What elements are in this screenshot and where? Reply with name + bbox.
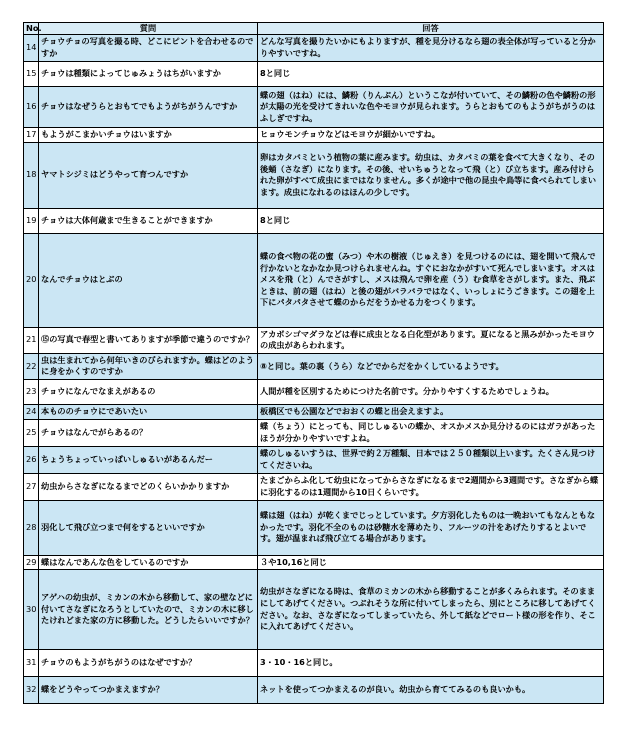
table-row (24, 677, 604, 704)
answer-cell: 8と同じ (258, 62, 604, 87)
row-number: 17 (24, 128, 39, 143)
row-number: 23 (24, 379, 39, 404)
question-cell: 蝶をどうやってつかまえますか？ (39, 677, 258, 704)
question-cell: 羽化して飛び立つまで何をするといいですか (39, 500, 258, 555)
table-row (24, 87, 604, 128)
row-number: 22 (24, 353, 39, 379)
question-cell: もようがこまかいチョウはいますか (39, 128, 258, 143)
table-row (24, 555, 604, 570)
header-row (24, 23, 604, 35)
answer-cell: アカボシゴマダラなどは春に成虫となる白化型があります。夏になると黒みがかったモヨウの成虫があらわれます。 (258, 327, 604, 353)
row-number: 19 (24, 208, 39, 233)
answer-cell: たまごからふ化して幼虫になってからさなぎになるまで2週間から3週間です。さなぎから蝶に羽化するのは1週間から10日くらいです。 (258, 473, 604, 500)
answer-cell: どんな写真を撮りたいかにもよりますが、種を見分けるなら翅の表全体が写っていると分かりやすいですね。 (258, 35, 604, 62)
row-number: 28 (24, 500, 39, 555)
question-cell: ⑮の写真で春型と書いてありますが季節で違うのですか？ (39, 327, 258, 353)
table-row (24, 62, 604, 87)
answer-cell: ネットを使ってつかまえるのが良い。幼虫から育ててみるのも良いかも。 (258, 677, 604, 704)
question-cell: チョウはなんでがらあるの？ (39, 419, 258, 446)
answer-cell: ３や10,16と同じ (258, 555, 604, 570)
answer-cell: 蝶は翅（はね）が乾くまでじっとしています。夕方羽化したものは一晩おいてもなんともなかったです。羽化不全のものは砂糖水を薄めたり、フルーツの汁をあげたりするとよいです。翅が温まれば飛び立てる場合があります。 (258, 500, 604, 555)
table-row (24, 650, 604, 677)
table-row (24, 379, 604, 404)
question-cell: アゲハの幼虫が、ミカンの木から移動して、家の壁などに付いてさなぎになろうとしていたので、ミカンの木に移したけれどまた家の方に移動した。どうしたらいいですか？ (39, 570, 258, 650)
row-number: 20 (24, 233, 39, 327)
header-answer: 回答 (258, 23, 604, 35)
row-number: 24 (24, 404, 39, 419)
table-row (24, 446, 604, 473)
question-cell: ちょうちょっていっぱいしゅるいがあるんだー (39, 446, 258, 473)
answer-cell: 卵はカタバミという植物の葉に産みます。幼虫は、カタバミの葉を食べて大きくなり、その後蛹（さなぎ）になります。その後、せいちゅうとなって飛（と）び立ちます。産み付けられた卵がすべて成虫にまではなりません。多くが途中で他の昆虫や鳥等に食べられてしまいます。成虫になれるのはほんの少しです。 (258, 142, 604, 208)
answer-cell: ヒョウモンチョウなどはモヨウが細かいですね。 (258, 128, 604, 143)
answer-cell: 板橋区でも公園などでおおくの蝶と出会えますよ。 (258, 404, 604, 419)
header-question: 質問 (39, 23, 258, 35)
table-row (24, 35, 604, 62)
answer-cell: ⑧と同じ。葉の裏（うら）などでからだをかくしているようです。 (258, 353, 604, 379)
question-cell: ヤマトシジミはどうやって育つんですか (39, 142, 258, 208)
table-row (24, 142, 604, 208)
question-cell: チョウになんでなまえがあるの (39, 379, 258, 404)
row-number: 30 (24, 570, 39, 650)
answer-cell: 蝶の食べ物の花の蜜（みつ）や木の樹液（じゅえき）を見つけるのには、翅を開いて飛んで行かないとなかなか見つけられませんね。すぐにおなかがすいて死んでしまいます。オスはメスを飛（と）んでさがすし、メスは飛んで卵を産（う）む食草をさがします。また、飛ぶときは、前の翅（はね）と後の翅がバラバラではなく、いっしょにうごきます。この翅を上下にパタパタさせて蝶のからだをうかせる力をつくります。 (258, 233, 604, 327)
row-number: 26 (24, 446, 39, 473)
question-cell: 虫は生まれてから何年いきのびられますか。蝶はどのように身をかくすのですか (39, 353, 258, 379)
answer-cell: 蝶の翅（はね）には、鱗粉（りんぷん）というこなが付いていて、その鱗粉の色や鱗粉の形が太陽の光を受けてきれいな色やモヨウが見られます。うらとおもてのもようがちがうのはふしぎですね。 (258, 87, 604, 128)
qa-sheet (23, 22, 603, 704)
row-number: 14 (24, 35, 39, 62)
question-cell: チョウはなぜうらとおもてでもようがちがうんですか (39, 87, 258, 128)
table-row (24, 473, 604, 500)
table-row (24, 208, 604, 233)
table-row (24, 419, 604, 446)
table-row (24, 233, 604, 327)
question-cell: チョウのもようがちがうのはなぜですか？ (39, 650, 258, 677)
row-number: 16 (24, 87, 39, 128)
question-cell: チョウチョの写真を撮る時、どこにピントを合わせるのですか (39, 35, 258, 62)
row-number: 27 (24, 473, 39, 500)
table-row (24, 404, 604, 419)
table-row (24, 327, 604, 353)
table-row (24, 353, 604, 379)
answer-cell: 幼虫がさなぎになる時は、食草のミカンの木から移動することが多くみられます。そのままにしてあげてください。つぶれそうな所に付いてしまったら、別にところに移してあげてください。なお、さなぎになってしまっていたら、外して紙などでロート様の形を作り、そこに入れてあげてください。 (258, 570, 604, 650)
answer-cell: 人間が種を区別するためにつけた名前です。分かりやすくするためでしょうね。 (258, 379, 604, 404)
row-number: 31 (24, 650, 39, 677)
answer-cell: 8と同じ (258, 208, 604, 233)
question-cell: 幼虫からさなぎになるまでどのくらいかかりますか (39, 473, 258, 500)
table-row (24, 570, 604, 650)
answer-cell: 蝶のしゅるいすうは、世界で約２万種類、日本では２５０種類以上います。たくさん見つけてくださいね。 (258, 446, 604, 473)
table-row (24, 128, 604, 143)
question-cell: チョウは種類によってじゅみょうはちがいますか (39, 62, 258, 87)
row-number: 25 (24, 419, 39, 446)
header-no: No. (24, 23, 39, 35)
question-cell: 本もののチョウにであいたい (39, 404, 258, 419)
row-number: 32 (24, 677, 39, 704)
row-number: 21 (24, 327, 39, 353)
question-cell: 蝶はなんであんな色をしているのですか (39, 555, 258, 570)
answer-cell: 3・10・16と同じ。 (258, 650, 604, 677)
row-number: 18 (24, 142, 39, 208)
qa-table (23, 22, 604, 704)
question-cell: チョウは大体何歳まで生きることができますか (39, 208, 258, 233)
row-number: 15 (24, 62, 39, 87)
row-number: 29 (24, 555, 39, 570)
question-cell: なんでチョウはとぶの (39, 233, 258, 327)
answer-cell: 蝶（ちょう）にとっても、同じしゅるいの蝶か、オスかメスか見分けるのにはガラがあったほうが分かりやすいですよね。 (258, 419, 604, 446)
table-row (24, 500, 604, 555)
